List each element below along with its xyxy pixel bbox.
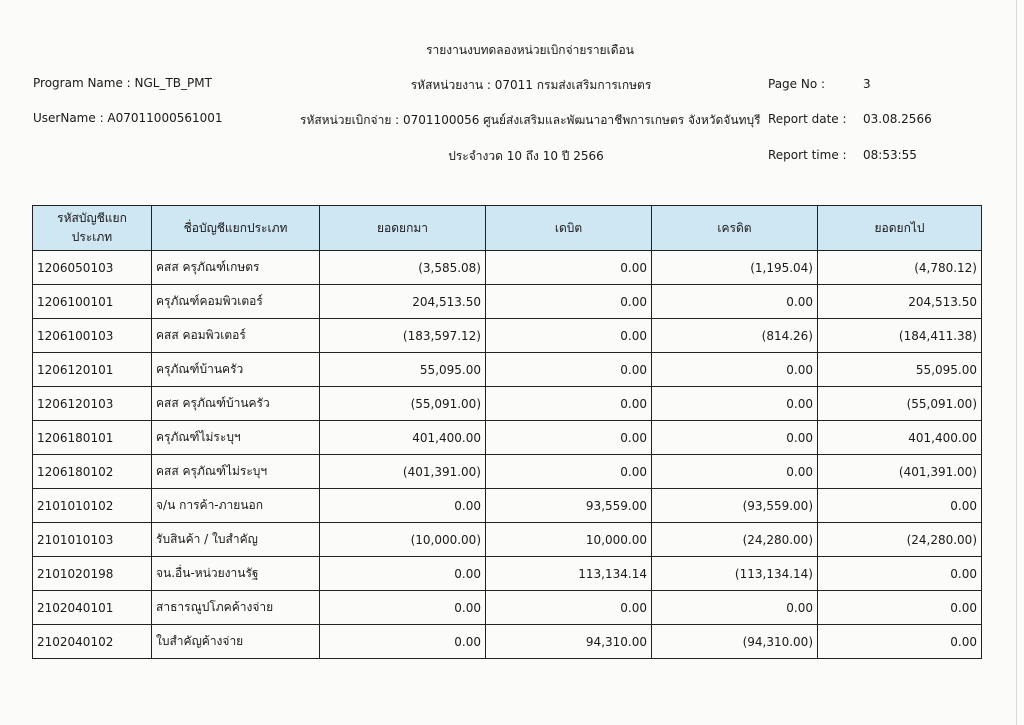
cell-account-code: 2101020198: [33, 557, 152, 591]
cell-opening-balance: (3,585.08): [320, 251, 486, 285]
cell-account-code: 1206180101: [33, 421, 152, 455]
cell-credit: (814.26): [652, 319, 818, 353]
cell-credit: 0.00: [652, 421, 818, 455]
cell-debit: 0.00: [486, 455, 652, 489]
cell-credit: (94,310.00): [652, 625, 818, 659]
cell-opening-balance: 0.00: [320, 489, 486, 523]
cell-account-name: รับสินค้า / ใบสำคัญ: [152, 523, 320, 557]
cell-opening-balance: 0.00: [320, 625, 486, 659]
cell-account-name: คสส ครุภัณฑ์ไม่ระบุฯ: [152, 455, 320, 489]
cell-closing-balance: 55,095.00: [818, 353, 982, 387]
cell-opening-balance: (55,091.00): [320, 387, 486, 421]
table-row: [33, 455, 982, 489]
col-header-account-name: ชื่อบัญชีแยกประเภท: [152, 206, 320, 251]
cell-credit: 0.00: [652, 591, 818, 625]
cell-closing-balance: (24,280.00): [818, 523, 982, 557]
cell-account-name: จ/น การค้า-ภายนอก: [152, 489, 320, 523]
cell-closing-balance: (184,411.38): [818, 319, 982, 353]
cell-debit: 10,000.00: [486, 523, 652, 557]
cell-closing-balance: (55,091.00): [818, 387, 982, 421]
cell-account-name: ใบสำคัญค้างจ่าย: [152, 625, 320, 659]
cell-account-code: 1206120101: [33, 353, 152, 387]
table-row: [33, 353, 982, 387]
cell-opening-balance: 204,513.50: [320, 285, 486, 319]
cell-account-code: 2101010103: [33, 523, 152, 557]
cell-closing-balance: 204,513.50: [818, 285, 982, 319]
cell-account-name: ครุภัณฑ์คอมพิวเตอร์: [152, 285, 320, 319]
cell-debit: 0.00: [486, 251, 652, 285]
page-edge-line: [1016, 0, 1017, 725]
report-title: รายงานงบทดลองหน่วยเบิกจ่ายรายเดือน: [426, 43, 634, 57]
trial-balance-table: [32, 205, 982, 659]
cell-account-code: 1206050103: [33, 251, 152, 285]
cell-opening-balance: 0.00: [320, 591, 486, 625]
cell-credit: 0.00: [652, 455, 818, 489]
table-row: [33, 421, 982, 455]
cell-closing-balance: 0.00: [818, 625, 982, 659]
cell-opening-balance: (401,391.00): [320, 455, 486, 489]
cell-account-code: 2102040101: [33, 591, 152, 625]
cell-credit: 0.00: [652, 285, 818, 319]
cell-account-name: ครุภัณฑ์ไม่ระบุฯ: [152, 421, 320, 455]
cell-account-code: 1206100101: [33, 285, 152, 319]
cell-opening-balance: 401,400.00: [320, 421, 486, 455]
cell-opening-balance: (183,597.12): [320, 319, 486, 353]
table-header-row: [33, 206, 982, 251]
cell-opening-balance: 55,095.00: [320, 353, 486, 387]
cell-account-code: 2101010102: [33, 489, 152, 523]
cell-account-code: 2102040102: [33, 625, 152, 659]
col-header-debit: เดบิต: [486, 206, 652, 251]
cell-debit: 0.00: [486, 591, 652, 625]
cell-closing-balance: 401,400.00: [818, 421, 982, 455]
col-header-opening-balance: ยอดยกมา: [320, 206, 486, 251]
cell-account-name: คสส ครุภัณฑ์เกษตร: [152, 251, 320, 285]
cell-account-name: จน.อื่น-หน่วยงานรัฐ: [152, 557, 320, 591]
cell-credit: 0.00: [652, 387, 818, 421]
cell-credit: (24,280.00): [652, 523, 818, 557]
table-row: [33, 251, 982, 285]
cell-debit: 0.00: [486, 387, 652, 421]
cell-debit: 113,134.14: [486, 557, 652, 591]
cell-account-code: 1206120103: [33, 387, 152, 421]
cell-credit: (113,134.14): [652, 557, 818, 591]
page-value: 3: [863, 77, 871, 91]
cell-account-code: 1206180102: [33, 455, 152, 489]
table-row: [33, 625, 982, 659]
report-time-label: Report time :: [768, 148, 847, 162]
page-label: Page No :: [768, 77, 826, 91]
cell-debit: 0.00: [486, 353, 652, 387]
cell-credit: (93,559.00): [652, 489, 818, 523]
cell-credit: 0.00: [652, 353, 818, 387]
col-header-closing-balance: ยอดยกไป: [818, 206, 982, 251]
cell-closing-balance: (4,780.12): [818, 251, 982, 285]
cell-debit: 0.00: [486, 421, 652, 455]
cell-closing-balance: (401,391.00): [818, 455, 982, 489]
report-time-value: 08:53:55: [863, 148, 917, 162]
cell-account-name: คสส คอมพิวเตอร์: [152, 319, 320, 353]
cell-credit: (1,195.04): [652, 251, 818, 285]
cell-debit: 94,310.00: [486, 625, 652, 659]
col-header-credit: เครดิต: [652, 206, 818, 251]
disbursement-unit: รหัสหน่วยเบิกจ่าย : 0701100056 ศูนย์ส่งเสริมและพัฒนาอาชีพการเกษตร จังหวัดจันทบุรี: [300, 113, 761, 127]
cell-account-name: คสส ครุภัณฑ์บ้านครัว: [152, 387, 320, 421]
cell-closing-balance: 0.00: [818, 557, 982, 591]
cell-closing-balance: 0.00: [818, 489, 982, 523]
cell-debit: 93,559.00: [486, 489, 652, 523]
cell-opening-balance: 0.00: [320, 557, 486, 591]
report-date-label: Report date :: [768, 112, 847, 126]
table-row: [33, 319, 982, 353]
cell-debit: 0.00: [486, 319, 652, 353]
report-date-value: 03.08.2566: [863, 112, 932, 126]
table-row: [33, 557, 982, 591]
program-name: Program Name : NGL_TB_PMT: [33, 76, 212, 90]
cell-account-code: 1206100103: [33, 319, 152, 353]
table-row: [33, 489, 982, 523]
table-row: [33, 591, 982, 625]
col-header-account-code: รหัสบัญชีแยกประเภท: [33, 206, 152, 251]
user-name: UserName : A07011000561001: [33, 111, 223, 125]
cell-opening-balance: (10,000.00): [320, 523, 486, 557]
agency-code: รหัสหน่วยงาน : 07011 กรมส่งเสริมการเกษตร: [410, 78, 652, 92]
table-row: [33, 523, 982, 557]
cell-closing-balance: 0.00: [818, 591, 982, 625]
cell-debit: 0.00: [486, 285, 652, 319]
table-row: [33, 285, 982, 319]
cell-account-name: ครุภัณฑ์บ้านครัว: [152, 353, 320, 387]
cell-account-name: สาธารณูปโภคค้างจ่าย: [152, 591, 320, 625]
table-row: [33, 387, 982, 421]
period: ประจำงวด 10 ถึง 10 ปี 2566: [448, 149, 604, 163]
